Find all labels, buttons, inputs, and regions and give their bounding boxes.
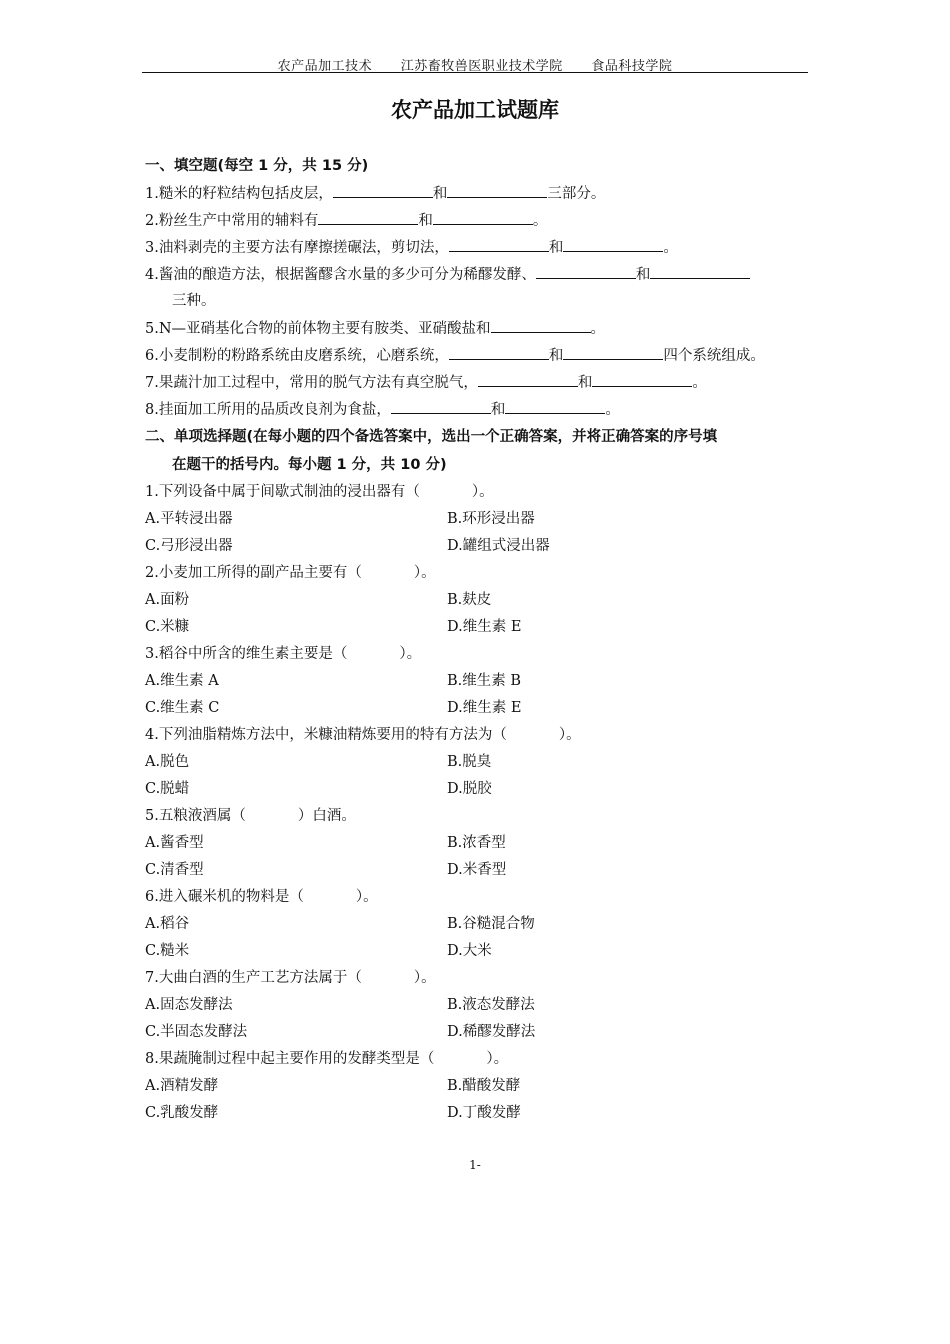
option-b: B.麸皮 [447,592,492,608]
option-d: D.维生素 E [447,700,522,716]
answer-blank [592,372,692,387]
answer-blank [478,372,578,387]
fill-question-7: 7.果蔬汁加工过程中，常用的脱气方法有真空脱气， 和 。 [145,372,707,393]
option-a: A.酒精发酵 [145,1078,219,1094]
section1-heading: 一、填空题(每空 1 分，共 15 分) [145,158,369,174]
option-c: C.脱蜡 [145,781,190,797]
choice-question-8: 8.果蔬腌制过程中起主要作用的发酵类型是（ ）。 [145,1051,509,1067]
answer-blank [650,264,750,279]
fill-question-1: 1.糙米的籽粒结构包括皮层， 和 三部分。 [145,183,605,204]
choice-question-5: 5.五粮液酒属（ ）白酒。 [145,808,356,824]
choice-question-2: 2.小麦加工所得的副产品主要有（ ）。 [145,565,436,581]
option-d: D.米香型 [447,862,507,878]
option-b: B.维生素 B [447,673,522,689]
answer-blank [505,399,605,414]
header-dept: 食品科技学院 [591,59,673,74]
answer-blank [433,210,533,225]
option-b: B.脱臭 [447,754,492,770]
option-d: D.维生素 E [447,619,522,635]
page-number: 1- [469,1158,481,1172]
page-title: 农产品加工试题库 [391,98,559,122]
section2-heading: 二、单项选择题(在每小题的四个备选答案中，选出一个正确答案，并将正确答案的序号填 [145,429,718,445]
fill-question-6: 6.小麦制粉的粉路系统由皮磨系统，心磨系统， 和 四个系统组成。 [145,345,765,366]
option-c: C.维生素 C [145,700,220,716]
option-b: B.浓香型 [447,835,506,851]
answer-blank [563,345,663,360]
choice-question-4: 4.下列油脂精炼方法中，米糠油精炼要用的特有方法为（ ）。 [145,727,581,743]
answer-blank [449,237,549,252]
choice-question-3: 3.稻谷中所含的维生素主要是（ ）。 [145,646,422,662]
answer-blank [333,183,433,198]
option-c: C.弓形浸出器 [145,538,233,554]
choice-question-7: 7.大曲白酒的生产工艺方法属于（ ）。 [145,970,436,986]
fill-question-3: 3.油料剥壳的主要方法有摩擦搓碾法，剪切法， 和 。 [145,237,678,258]
option-a: A.酱香型 [145,835,204,851]
header-course: 农产品加工技术 [277,59,373,74]
option-a: A.平转浸出器 [145,511,233,527]
fill-question-5: 5.N—亚硝基化合物的前体物主要有胺类、亚硝酸盐和 。 [145,318,605,339]
answer-blank [318,210,418,225]
fill-question-4-cont: 三种。 [172,293,216,309]
option-c: C.米糠 [145,619,190,635]
option-b: B.环形浸出器 [447,511,535,527]
answer-blank [491,318,591,333]
option-a: A.稻谷 [145,916,190,932]
option-a: A.脱色 [145,754,190,770]
option-d: D.大米 [447,943,492,959]
fill-question-4: 4.酱油的酿造方法，根据酱醪含水量的多少可分为稀醪发酵、 和 [145,264,750,285]
answer-blank [536,264,636,279]
option-c: C.乳酸发酵 [145,1105,219,1121]
answer-blank [391,399,491,414]
option-d: D.稀醪发酵法 [447,1024,536,1040]
option-d: D.罐组式浸出器 [447,538,550,554]
option-a: A.维生素 A [145,673,219,689]
fill-question-2: 2.粉丝生产中常用的辅料有 和 。 [145,210,547,231]
header-rule [142,72,808,73]
choice-question-6: 6.进入碾米机的物料是（ ）。 [145,889,378,905]
option-d: D.丁酸发酵 [447,1105,521,1121]
option-b: B.醋酸发酵 [447,1078,521,1094]
fill-question-8: 8.挂面加工所用的品质改良剂为食盐， 和 。 [145,399,620,420]
option-a: A.面粉 [145,592,190,608]
option-d: D.脱胶 [447,781,492,797]
answer-blank [449,345,549,360]
option-b: B.谷糙混合物 [447,916,535,932]
option-c: C.糙米 [145,943,190,959]
option-a: A.固态发酵法 [145,997,233,1013]
choice-question-1: 1.下列设备中属于间歇式制油的浸出器有（ ）。 [145,484,494,500]
header-school: 江苏畜牧兽医职业技术学院 [400,59,563,74]
option-c: C.半固态发酵法 [145,1024,248,1040]
option-c: C.清香型 [145,862,204,878]
answer-blank [447,183,547,198]
section2-heading-cont: 在题干的括号内。每小题 1 分，共 10 分) [172,457,447,473]
answer-blank [563,237,663,252]
option-b: B.液态发酵法 [447,997,535,1013]
